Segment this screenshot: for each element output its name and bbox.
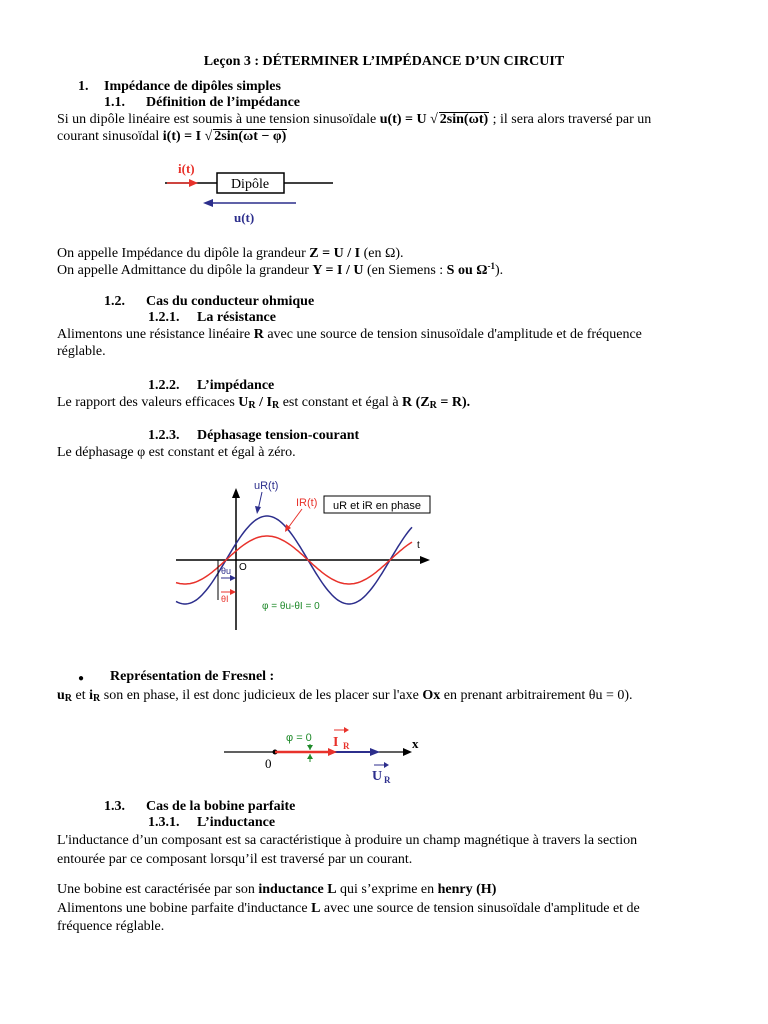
voltage-vector-subscript: R (384, 775, 391, 785)
text-fragment: Si un dipôle linéaire est soumis à une tension sinusoïdale (57, 112, 380, 127)
bullet-icon: ● (78, 673, 85, 684)
theta-i-label: θI (221, 594, 229, 604)
fresnel-title: Représentation de Fresnel : (110, 669, 275, 684)
paragraph-coil-line1 (57, 900, 640, 917)
text-fragment: Alimentons une résistance linéaire (57, 327, 254, 342)
text-fragment: courant sinusoïdal (57, 129, 163, 144)
text-fragment: en prenant arbitrairement θu = 0). (440, 688, 633, 703)
paragraph-inductance-line2: entourée par ce composant lorsqu’il est traversé par un courant. (57, 852, 413, 867)
paragraph-inductance-line1: L'inductance d’un composant est sa caractéristique à produire un champ magnétique à travers la section (57, 833, 638, 848)
text-fragment: son en phase, il est donc judicieux de les placer sur l'axe (100, 688, 423, 703)
phase-equation: φ = θu-θI = 0 (262, 601, 320, 612)
current-symbol: / I (255, 395, 272, 410)
text-fragment: avec une source de tension sinusoïdale d'amplitude et de (320, 901, 640, 916)
voltage-symbol: U (238, 395, 249, 410)
text-fragment: ). (494, 263, 504, 278)
current-vector-label-arrowhead (344, 727, 349, 733)
phi-zero-label: φ = 0 (286, 732, 312, 744)
impedance-equality: R (Z (402, 395, 430, 410)
voltage-wave-label: uR(t) (254, 480, 279, 492)
subscript: R (93, 693, 101, 704)
impedance-formula: Z = U / I (309, 246, 361, 261)
current-wave-label: IR(t) (296, 497, 318, 509)
current-symbol: i (89, 688, 94, 703)
section-1-title: Impédance de dipôles simples (104, 79, 281, 94)
text-fragment: On appelle Impédance du dipôle la grandeur (57, 246, 310, 261)
subscript: R (271, 400, 280, 411)
x-axis-arrowhead (403, 748, 412, 756)
sqrt-symbol: √ (430, 112, 438, 127)
paragraph-phase-shift: Le déphasage φ est constant et égal à zéro. (57, 445, 296, 460)
current-vector-label: I (333, 735, 339, 750)
section-1-2-2-title: L’impédance (197, 378, 275, 393)
voltage-vector-head (370, 748, 380, 756)
inductance-symbol: L (311, 901, 321, 916)
time-axis-label: t (417, 540, 420, 551)
paragraph-coil-unit (57, 881, 496, 898)
text-fragment: ; il sera alors traversé par un (489, 112, 652, 127)
paragraph-resistance-line2: réglable. (57, 344, 106, 359)
origin-label: 0 (265, 756, 272, 771)
inductance-term: inductance L (258, 882, 337, 897)
resistance-symbol: R (253, 327, 264, 342)
page-title: Leçon 3 : DÉTERMINER L’IMPÉDANCE D’UN CIRCUIT (203, 54, 565, 69)
current-equation-left: i(t) = I (162, 129, 205, 144)
section-1-2-3-number: 1.2.3. (148, 428, 180, 443)
text-fragment: est constant et égal à (279, 395, 403, 410)
section-1-3-1-number: 1.3.1. (148, 815, 180, 830)
text-fragment: avec une source de tension sinusoïdale d'amplitude et de fréquence (263, 327, 642, 342)
x-axis-label: x (412, 736, 419, 751)
section-1-number: 1. (78, 79, 89, 94)
sqrt-symbol: √ (204, 129, 213, 144)
section-1-2-title: Cas du conducteur ohmique (146, 294, 315, 309)
exponent: -1 (487, 261, 495, 271)
subscript: R (64, 693, 73, 704)
section-1-2-1-number: 1.2.1. (148, 310, 180, 325)
impedance-equality-end: = R). (436, 395, 471, 410)
current-vector-subscript: R (343, 741, 350, 751)
theta-u-label: θu (221, 566, 232, 576)
voltage-vector-label: U (372, 769, 383, 784)
phi-pointer-head-bottom (307, 754, 313, 759)
text-fragment: Alimentons une bobine parfaite d'inductance (57, 901, 312, 916)
text-fragment: (en Siemens : (363, 263, 447, 278)
text-fragment: Le rapport des valeurs efficaces (57, 395, 239, 410)
admittance-formula: Y = I / U (312, 263, 364, 278)
origin-label: O (239, 562, 247, 573)
subscript: R (248, 400, 256, 411)
section-1-3-number: 1.3. (104, 799, 125, 814)
section-1-2-number: 1.2. (104, 294, 125, 309)
section-1-1-title: Définition de l’impédance (146, 95, 300, 110)
voltage-equation-left: u(t) = U (379, 112, 431, 127)
text-fragment: et (72, 688, 90, 703)
section-1-3-1-title: L’inductance (197, 815, 276, 830)
text-fragment: On appelle Admittance du dipôle la grandeur (57, 263, 313, 278)
voltage-equation-right: 2sin(ωt) (439, 112, 489, 127)
section-1-2-2-number: 1.2.2. (148, 378, 180, 393)
section-1-3-title: Cas de la bobine parfaite (146, 799, 296, 814)
text-fragment: qui s’exprime en (336, 882, 438, 897)
section-1-1-number: 1.1. (104, 95, 125, 110)
current-equation-right: 2sin(ωt − φ) (214, 129, 287, 144)
voltage-vector-label-arrowhead (384, 762, 389, 768)
current-label: i(t) (178, 161, 195, 176)
admittance-unit: S ou Ω (446, 263, 488, 278)
phi-pointer-head-top (307, 745, 313, 750)
text-fragment: Une bobine est caractérisée par son (57, 882, 259, 897)
voltage-label: u(t) (234, 210, 255, 225)
dipole-box-label: Dipôle (230, 177, 270, 192)
axis-name: Ox (422, 688, 441, 703)
paragraph-coil-line2: fréquence réglable. (57, 919, 165, 934)
phase-legend-text: uR et iR en phase (332, 500, 422, 512)
inductance-unit: henry (H) (437, 882, 497, 897)
section-1-2-3-title: Déphasage tension-courant (197, 428, 360, 443)
subscript: R (429, 400, 437, 411)
section-1-2-1-title: La résistance (197, 310, 276, 325)
voltage-symbol: u (57, 688, 65, 703)
text-fragment: (en Ω). (360, 246, 404, 261)
